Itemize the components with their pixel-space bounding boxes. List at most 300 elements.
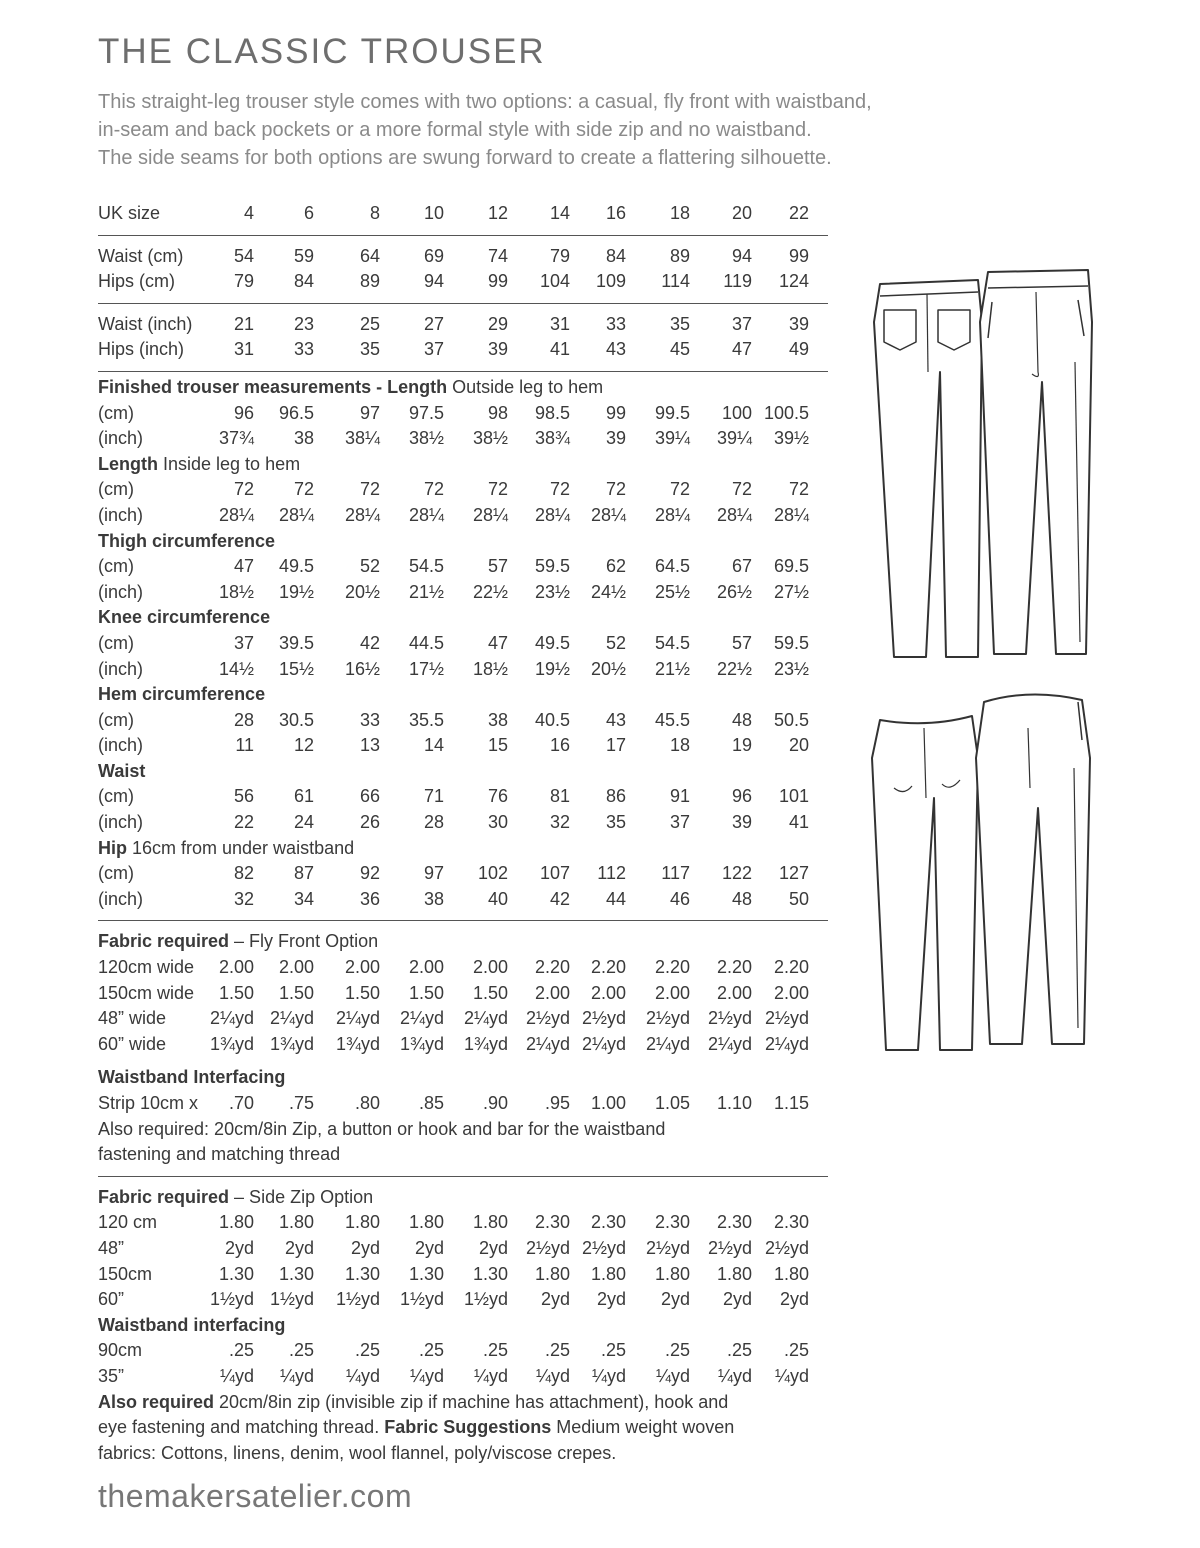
inside-leg-row [98,477,828,503]
zip-fabric-cell: 2yd [722,1289,752,1310]
waist-cell: 41 [788,812,809,833]
hem-cell: 43 [605,709,626,730]
zip-fabric-cell: 1.30 [278,1263,314,1284]
hem-cell: 13 [359,735,380,756]
also-required-bold: Also required [98,1391,215,1412]
zip-note-start: eye fastening and matching thread. [98,1417,385,1438]
outside-leg-label: (cm) [98,402,134,423]
waist-cell: 101 [778,786,809,807]
inside-leg-cell: 28¼ [590,504,626,525]
hem-cell: 18 [669,735,690,756]
zip-interfacing-label: 35” [98,1365,125,1386]
body-inch-row [98,337,828,363]
hem-cell: 30.5 [278,709,314,730]
inside-leg-cell: 28¼ [344,504,380,525]
knee-cell: 54.5 [654,632,690,653]
zip-fabric-cell: 1.80 [472,1212,508,1233]
body-cm-cell: 99 [487,271,508,292]
side-zip-heading [98,1185,828,1211]
zip-note-line: fabrics: Cottons, linens, denim, wool flannel, poly/viscose crepes. [98,1442,617,1463]
thigh-cell: 20½ [344,581,380,602]
body-inch-cell: 37 [423,339,444,360]
fly-heading-bold: Fabric required [98,931,230,952]
body-inch-label: Waist (inch) [98,313,193,334]
outside-leg-cell: 99 [605,402,626,423]
body-inch-block [98,312,828,363]
knee-row [98,657,828,683]
hip-row [98,861,828,887]
waist-heading: Waist [98,760,146,781]
zip-interfacing-cell: ¼yd [473,1365,508,1386]
outside-leg-cell: 100 [721,402,752,423]
waist-cell: 37 [669,812,690,833]
zip-fabric-cell: 2yd [224,1237,254,1258]
waist-row [98,810,828,836]
zip-heading-rest: – Side Zip Option [229,1186,374,1207]
inside-leg-cell: 28¼ [534,504,570,525]
outside-leg-cell: 96 [233,402,254,423]
inside-heading-rest: Inside leg to hem [158,453,301,474]
fly-fabric-cell: 2¼yd [525,1033,570,1054]
fly-fabric-cell: 1¾yd [209,1033,254,1054]
zip-interfacing-cell: ¼yd [345,1365,380,1386]
hem-cell: 16 [549,735,570,756]
inside-leg-cell: 72 [605,479,626,500]
thigh-cell: 21½ [408,581,444,602]
zip-fabric-cell: 2yd [779,1289,809,1310]
size-header-row [98,201,828,227]
zip-fabric-cell: 2½yd [764,1237,809,1258]
knee-cell: 14½ [218,658,254,679]
outside-leg-row [98,426,828,452]
hip-cell: 50 [788,888,809,909]
waist-cell: 22 [233,812,254,833]
body-inch-label: Hips (inch) [98,339,185,360]
body-cm-label: Hips (cm) [98,271,175,292]
fly-fabric-cell: 2.20 [534,957,570,978]
body-inch-cell: 33 [605,313,626,334]
zip-fabric-cell: 1.80 [278,1212,314,1233]
side-zip-trouser-illustration [860,688,1100,1058]
waist-cell: 76 [487,786,508,807]
zip-fabric-label: 150cm [98,1263,153,1284]
hip-cell: 82 [233,863,254,884]
inside-leg-row [98,503,828,529]
fly-interfacing-cell: .70 [228,1093,254,1113]
size-header-label: UK size [98,203,161,223]
fly-fabric-cell: 1.50 [472,982,508,1003]
body-inch-cell: 41 [549,339,570,360]
fly-fabric-label: 60” wide [98,1033,167,1054]
body-inch-cell: 23 [293,313,314,334]
hip-cell: 42 [549,888,570,909]
fly-fabric-cell: 1.50 [408,982,444,1003]
zip-heading-bold: Fabric required [98,1186,230,1207]
fly-fabric-cell: 2.00 [344,957,380,978]
hip-cell: 46 [669,888,690,909]
waist-cell: 61 [293,786,314,807]
waist-cell: 96 [731,786,752,807]
waist-cell: 71 [423,786,444,807]
body-inch-row [98,312,828,338]
body-inch-cell: 47 [731,339,752,360]
body-inch-cell: 49 [788,339,809,360]
body-inch-cell: 43 [605,339,626,360]
size-header-cell: 16 [605,203,626,223]
hem-cell: 35.5 [408,709,444,730]
fly-fabric-row [98,981,828,1007]
outside-leg-block [98,401,828,452]
knee-cell: 39.5 [278,632,314,653]
fly-fabric-cell: 1.50 [278,982,314,1003]
thigh-row [98,580,828,606]
waist-row [98,784,828,810]
outside-leg-cell: 38½ [408,428,444,449]
body-cm-cell: 104 [539,271,570,292]
hip-block [98,861,828,912]
body-inch-cell: 25 [359,313,380,334]
zip-interfacing-cell: .25 [600,1340,626,1361]
zip-interfacing-cell: .25 [544,1340,570,1361]
knee-cell: 52 [605,632,626,653]
knee-cell: 18½ [472,658,508,679]
inside-leg-cell: 28¼ [472,504,508,525]
fly-interfacing-cell: .90 [482,1093,508,1113]
zip-interfacing-cell: .25 [288,1340,314,1361]
fly-fabric-cell: 2.20 [773,957,809,978]
knee-cell: 16½ [344,658,380,679]
outside-leg-cell: 98 [487,402,508,423]
thigh-cell: 22½ [472,581,508,602]
waist-cell: 91 [669,786,690,807]
outside-leg-cell: 37¾ [218,428,254,449]
zip-interfacing-cell: ¼yd [279,1365,314,1386]
hip-cell: 44 [605,888,626,909]
body-cm-cell: 84 [293,271,314,292]
hem-cell: 17 [605,735,626,756]
thigh-cell: 67 [731,556,752,577]
outside-leg-cell: 39¼ [716,428,752,449]
fly-fabric-cell: 2.00 [773,982,809,1003]
zip-interfacing-cell: .25 [664,1340,690,1361]
size-header-cell: 22 [788,203,809,223]
fly-fabric-cell: 2.00 [716,982,752,1003]
outside-leg-cell: 38¾ [534,428,570,449]
hem-cell: 33 [359,709,380,730]
zip-fabric-cell: 2yd [414,1237,444,1258]
knee-cell: 20½ [590,658,626,679]
zip-fabric-cell: 1.80 [408,1212,444,1233]
fly-fabric-cell: 2¼yd [645,1033,690,1054]
outside-leg-cell: 38½ [472,428,508,449]
knee-cell: 47 [487,632,508,653]
hem-block [98,708,828,759]
body-cm-cell: 54 [233,245,254,266]
fly-interfacing-heading: Waistband Interfacing [98,1067,286,1088]
body-cm-row [98,244,828,270]
zip-fabric-cell: 2.30 [654,1212,690,1233]
intro-text [98,88,1058,172]
hem-cell: 11 [235,735,254,756]
waist-cell: 86 [605,786,626,807]
thigh-cell: 54.5 [408,556,444,577]
outside-leg-cell: 39½ [773,428,809,449]
body-cm-cell: 114 [661,271,690,292]
outside-leg-cell: 96.5 [278,402,314,423]
hip-heading-bold: Hip [98,837,127,858]
outside-leg-cell: 97.5 [408,402,444,423]
zip-interfacing-cell: ¼yd [535,1365,570,1386]
knee-cell: 44.5 [408,632,444,653]
hem-cell: 38 [487,709,508,730]
body-cm-cell: 89 [669,245,690,266]
zip-fabric-cell: 2½yd [645,1237,690,1258]
body-inch-cell: 33 [293,339,314,360]
zip-fabric-row [98,1262,828,1288]
body-cm-cell: 124 [778,271,809,292]
hem-row [98,733,828,759]
body-cm-cell: 79 [233,271,254,292]
zip-fabric-cell: 1.80 [773,1263,809,1284]
knee-block [98,631,828,682]
thigh-row [98,554,828,580]
fly-fabric-cell: 2¼yd [707,1033,752,1054]
thigh-cell: 18½ [218,581,254,602]
thigh-cell: 57 [487,556,508,577]
zip-fabric-cell: 1½yd [399,1289,444,1310]
zip-interfacing-heading: Waistband interfacing [98,1314,286,1335]
knee-cell: 23½ [773,658,809,679]
zip-interfacing-rows [98,1338,828,1389]
size-header-cell: 20 [731,203,752,223]
side-zip-rows [98,1210,828,1312]
body-cm-row [98,269,828,295]
size-header-row [98,201,828,227]
thigh-block [98,554,828,605]
inside-leg-cell: 28¼ [716,504,752,525]
hip-cell: 102 [477,863,508,884]
fly-interfacing-row [98,1091,828,1117]
fly-interfacing-cell: 1.00 [590,1093,626,1113]
page-title: THE CLASSIC TROUSER [98,32,546,71]
inside-leg-cell: 28¼ [408,504,444,525]
zip-fabric-row [98,1287,828,1313]
thigh-cell: 49.5 [278,556,314,577]
fly-fabric-cell: 2½yd [707,1008,752,1029]
hip-heading [98,836,828,862]
zip-fabric-cell: 2yd [478,1237,508,1258]
fabric-suggestions-rest: Medium weight woven [551,1417,735,1438]
zip-interfacing-cell: ¼yd [409,1365,444,1386]
inside-leg-cell: 72 [487,479,508,500]
hem-cell: 48 [731,709,752,730]
inside-leg-cell: 72 [549,479,570,500]
zip-interfacing-row [98,1338,828,1364]
inside-leg-block [98,477,828,528]
body-cm-block [98,244,828,295]
also-required-rest: 20cm/8in zip (invisible zip if machine has attachment), hook and [214,1391,729,1412]
inside-leg-cell: 28¼ [654,504,690,525]
knee-cell: 17½ [408,658,444,679]
hip-cell: 97 [423,863,444,884]
zip-fabric-cell: 2.30 [773,1212,809,1233]
fly-front-heading [98,929,828,955]
body-cm-cell: 89 [359,271,380,292]
hem-cell: 19 [731,735,752,756]
knee-cell: 49.5 [534,632,570,653]
fly-fabric-cell: 1.50 [218,982,254,1003]
fly-fabric-label: 48” wide [98,1008,167,1029]
zip-fabric-cell: 2.30 [716,1212,752,1233]
fly-fabric-cell: 2¼yd [399,1008,444,1029]
hem-cell: 20 [788,735,809,756]
hip-heading-rest: 16cm from under waistband [127,837,355,858]
fly-front-rows [98,955,828,1057]
fabric-suggestions-bold: Fabric Suggestions [384,1417,552,1438]
zip-fabric-cell: 1½yd [335,1289,380,1310]
fly-fabric-label: 120cm wide [98,957,195,978]
fly-fabric-cell: 2.00 [278,957,314,978]
hip-cell: 48 [731,888,752,909]
body-inch-cell: 29 [487,313,508,334]
zip-fabric-label: 60” [98,1289,125,1310]
inside-leg-cell: 28¼ [278,504,314,525]
body-inch-cell: 45 [669,339,690,360]
knee-row [98,631,828,657]
fly-fabric-row [98,1032,828,1058]
hip-cell: 127 [778,863,809,884]
thigh-label: (cm) [98,556,134,577]
fly-fabric-cell: 2½yd [525,1008,570,1029]
fly-fabric-cell: 2.00 [654,982,690,1003]
zip-fabric-cell: 1.30 [218,1263,254,1284]
fly-fabric-cell: 2.20 [654,957,690,978]
zip-interfacing-cell: ¼yd [774,1365,809,1386]
zip-fabric-cell: 1.30 [408,1263,444,1284]
fly-fabric-cell: 1.50 [344,982,380,1003]
outside-leg-cell: 38¼ [344,428,380,449]
fly-interfacing-cell: 1.05 [654,1093,690,1113]
body-cm-cell: 59 [293,245,314,266]
outside-leg-row [98,401,828,427]
zip-interfacing-cell: ¼yd [717,1365,752,1386]
body-cm-label: Waist (cm) [98,245,184,266]
zip-fabric-cell: 1.30 [472,1263,508,1284]
knee-cell: 37 [233,632,254,653]
fly-interfacing-cell: .85 [418,1093,444,1113]
inside-leg-cell: 72 [293,479,314,500]
hip-label: (inch) [98,888,144,909]
hip-cell: 38 [423,888,444,909]
thigh-cell: 24½ [590,581,626,602]
thigh-heading: Thigh circumference [98,530,276,551]
thigh-cell: 59.5 [534,556,570,577]
zip-note-line [98,1415,828,1441]
outside-leg-cell: 39 [605,428,626,449]
outside-leg-cell: 100.5 [763,402,809,423]
hem-cell: 12 [293,735,314,756]
body-inch-cell: 39 [788,313,809,334]
body-cm-cell: 109 [595,271,626,292]
body-cm-cell: 74 [487,245,508,266]
size-header-cell: 12 [487,203,508,223]
knee-label: (cm) [98,632,134,653]
zip-fabric-cell: 1.80 [654,1263,690,1284]
outside-leg-cell: 99.5 [654,402,690,423]
waist-cell: 66 [359,786,380,807]
fly-interfacing-cell: .75 [288,1093,314,1113]
hem-cell: 50.5 [773,709,809,730]
body-cm-cell: 99 [788,245,809,266]
thigh-cell: 19½ [278,581,314,602]
waist-cell: 24 [293,812,314,833]
fly-front-trouser-illustration [860,262,1100,662]
zip-fabric-row [98,1236,828,1262]
size-header-cell: 18 [669,203,690,223]
knee-heading: Knee circumference [98,607,271,628]
body-cm-cell: 94 [423,271,444,292]
knee-cell: 19½ [534,658,570,679]
fly-fabric-cell: 2¼yd [269,1008,314,1029]
hip-row [98,887,828,913]
hem-label: (inch) [98,735,144,756]
size-header-cell: 6 [303,203,314,223]
fly-fabric-cell: 2¼yd [581,1033,626,1054]
zip-fabric-cell: 1.30 [344,1263,380,1284]
fly-interfacing-label: Strip 10cm x [98,1093,199,1113]
zip-fabric-cell: 2½yd [707,1237,752,1258]
hip-cell: 122 [721,863,752,884]
intro-line: This straight-leg trouser style comes with two options: a casual, fly front with waistband, [98,91,872,113]
website-footer: themakersatelier.com [98,1478,413,1514]
size-header-cell: 10 [423,203,444,223]
fly-fabric-cell: 2.00 [590,982,626,1003]
hem-row [98,708,828,734]
inside-heading-bold: Length [98,453,158,474]
body-cm-cell: 64 [359,245,380,266]
waist-cell: 35 [605,812,626,833]
zip-interfacing-cell: .25 [418,1340,444,1361]
hem-cell: 45.5 [654,709,690,730]
body-inch-cell: 37 [731,313,752,334]
fly-fabric-row [98,1006,828,1032]
outside-leg-cell: 97 [359,402,380,423]
zip-fabric-cell: 1.80 [218,1212,254,1233]
hip-cell: 112 [597,863,626,884]
knee-label: (inch) [98,658,144,679]
inside-leg-cell: 72 [359,479,380,500]
intro-line: The side seams for both options are swung forward to create a flattering silhouette. [98,147,832,169]
zip-interfacing-cell: .25 [228,1340,254,1361]
outside-leg-label: (inch) [98,428,144,449]
thigh-cell: 62 [605,556,626,577]
knee-cell: 15½ [278,658,314,679]
zip-interfacing-label: 90cm [98,1340,143,1361]
outside-leg-cell: 38 [293,428,314,449]
body-cm-cell: 94 [731,245,752,266]
zip-interfacing-cell: .25 [783,1340,809,1361]
thigh-cell: 64.5 [654,556,690,577]
hip-cell: 117 [661,863,690,884]
fly-fabric-cell: 1¾yd [269,1033,314,1054]
waist-cell: 26 [359,812,380,833]
zip-fabric-label: 120 cm [98,1212,158,1233]
hem-cell: 14 [423,735,444,756]
size-header-cell: 8 [369,203,380,223]
hip-cell: 36 [359,888,380,909]
inside-leg-cell: 72 [423,479,444,500]
thigh-cell: 27½ [773,581,809,602]
